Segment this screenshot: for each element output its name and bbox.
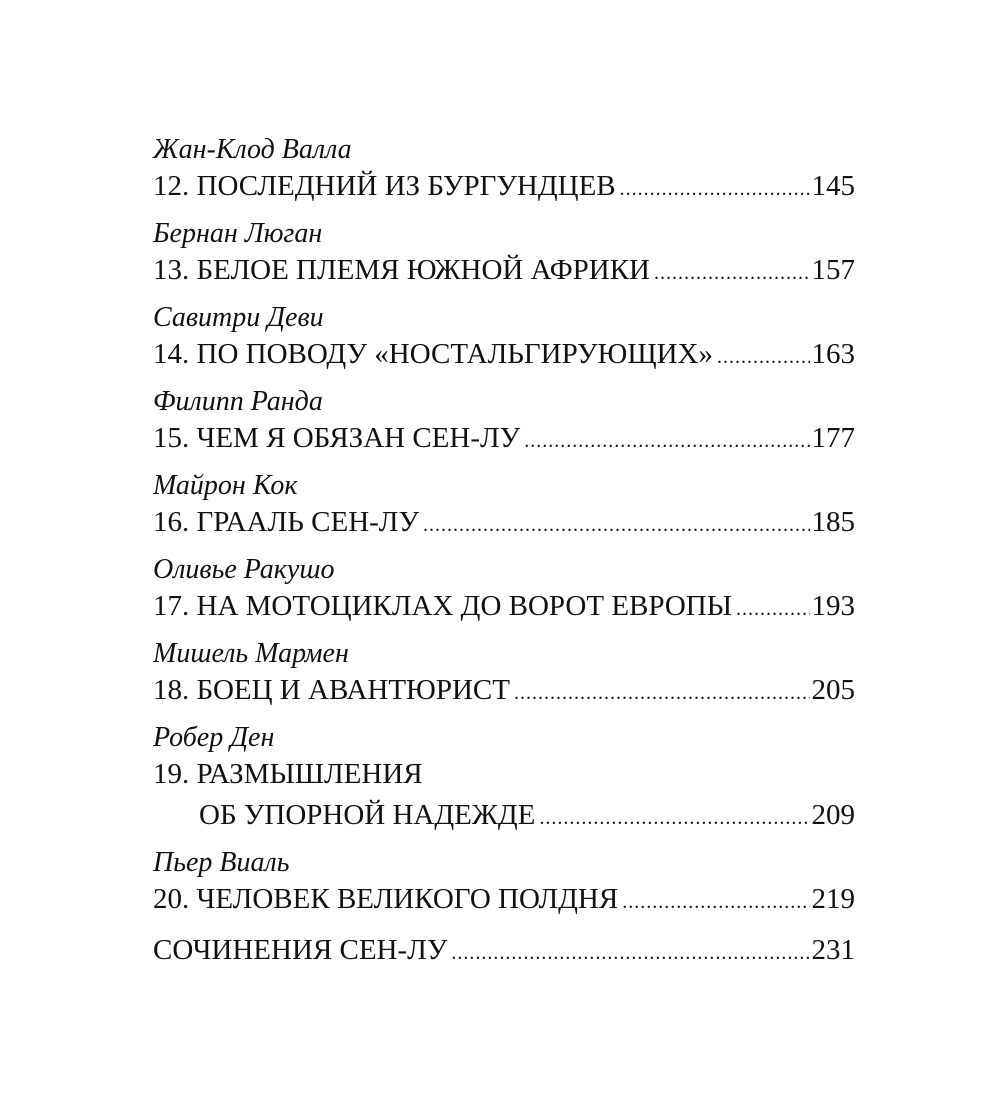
table-of-contents [153, 133, 855, 981]
dot-leader [451, 933, 809, 974]
entry-title: 18. БОЕЦ И АВАНТЮРИСТ [153, 674, 510, 706]
entry-author: Майрон Кок [153, 470, 298, 501]
dot-leader [423, 505, 810, 546]
toc-entry [153, 586, 855, 627]
entry-author: Робер Ден [153, 722, 275, 753]
entry-title: 19. РАЗМЫШЛЕНИЯ [153, 758, 423, 790]
entry-page-number: 205 [811, 674, 855, 706]
dot-leader [539, 798, 809, 839]
toc-entry [153, 754, 855, 795]
entry-page-number: 163 [811, 338, 855, 370]
toc-entry-continuation [153, 795, 855, 836]
entry-title: 14. ПО ПОВОДУ «НОСТАЛЬГИРУЮЩИХ» [153, 338, 713, 370]
entry-author: Бернан Люган [153, 218, 323, 249]
entry-author: Пьер Виаль [153, 847, 290, 878]
entry-author: Мишель Мармен [153, 638, 349, 669]
toc-entry [153, 166, 855, 207]
entry-page-number: 157 [811, 254, 855, 286]
entry-title: 15. ЧЕМ Я ОБЯЗАН СЕН-ЛУ [153, 422, 521, 454]
entry-author: Савитри Деви [153, 302, 324, 333]
entry-title: СОЧИНЕНИЯ СЕН-ЛУ [153, 934, 448, 966]
entry-page-number: 231 [811, 934, 855, 966]
dot-leader [736, 589, 809, 630]
entry-title-continuation: ОБ УПОРНОЙ НАДЕЖДЕ [199, 799, 536, 831]
entry-title: 20. ЧЕЛОВЕК ВЕЛИКОГО ПОЛДНЯ [153, 883, 619, 915]
entry-page-number: 193 [811, 590, 855, 622]
entry-title: 13. БЕЛОЕ ПЛЕМЯ ЮЖНОЙ АФРИКИ [153, 254, 650, 286]
entry-page-number: 177 [811, 422, 855, 454]
toc-entry [153, 418, 855, 459]
dot-leader [620, 169, 810, 210]
entry-title: 17. НА МОТОЦИКЛАХ ДО ВОРОТ ЕВРОПЫ [153, 590, 733, 622]
entry-author: Жан-Клод Валла [153, 134, 352, 165]
toc-entry [153, 334, 855, 375]
dot-leader [622, 882, 809, 923]
entry-page-number: 185 [811, 506, 855, 538]
entry-title: 16. ГРААЛЬ СЕН-ЛУ [153, 506, 419, 538]
dot-leader [654, 253, 810, 294]
toc-entry [153, 502, 855, 543]
entry-page-number: 145 [811, 170, 855, 202]
dot-leader [524, 421, 809, 462]
entry-page-number: 219 [811, 883, 855, 915]
toc-entry [153, 670, 855, 711]
toc-entry [153, 930, 855, 971]
entry-page-number: 209 [811, 799, 855, 831]
toc-entry [153, 879, 855, 920]
dot-leader [717, 337, 810, 378]
entry-author: Оливье Ракушо [153, 554, 335, 585]
toc-entry [153, 250, 855, 291]
entry-author: Филипп Ранда [153, 386, 323, 417]
dot-leader [514, 673, 810, 714]
entry-title: 12. ПОСЛЕДНИЙ ИЗ БУРГУНДЦЕВ [153, 170, 616, 202]
